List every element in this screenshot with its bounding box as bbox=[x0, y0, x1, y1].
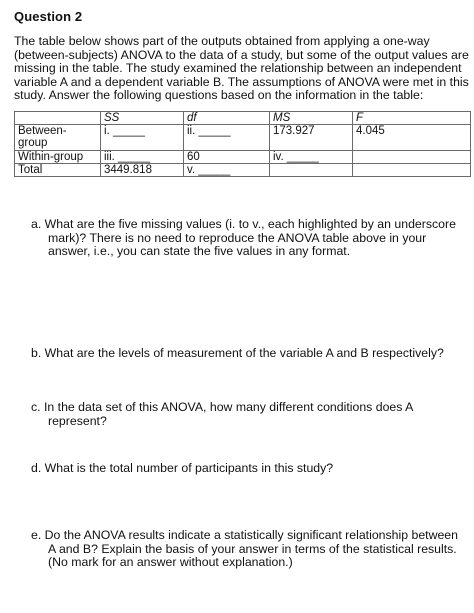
question-a bbox=[31, 218, 461, 259]
ms-cell: 173.927 bbox=[270, 125, 353, 151]
intro-line: The table below shows part of the outputs obtained from applying a one-way bbox=[14, 34, 430, 48]
df-cell: 60 bbox=[184, 151, 270, 164]
anova-header-row bbox=[15, 112, 471, 125]
header-df: df bbox=[184, 112, 270, 125]
question-heading: Question 2 bbox=[14, 9, 83, 24]
source-cell: Total bbox=[15, 164, 101, 177]
question-b bbox=[31, 347, 461, 361]
header-source bbox=[15, 112, 101, 125]
header-f: F bbox=[353, 112, 471, 125]
intro-line: variable A and a dependent variable B. The assumptions of ANOVA were met in this bbox=[14, 74, 469, 89]
table-row bbox=[15, 151, 471, 164]
question-line: b. What are the levels of measurement of the variable A and B respectively? bbox=[31, 346, 444, 360]
ms-cell: iv. _____ bbox=[270, 151, 353, 164]
f-cell bbox=[353, 164, 471, 177]
intro-line: missing in the table. The study examined the relationship between an independent bbox=[14, 61, 462, 75]
source-cell bbox=[15, 125, 101, 151]
f-cell bbox=[353, 151, 471, 164]
table-row bbox=[15, 164, 471, 177]
question-line: a. What are the five missing values (i. to v., each highlighted by an underscore bbox=[31, 217, 456, 231]
question-line: A and B? Explain the basis of your answer in terms of the statistical results. bbox=[48, 541, 457, 556]
question-line: mark)? There is no need to reproduce the ANOVA table above in your bbox=[48, 230, 427, 245]
f-cell: 4.045 bbox=[353, 125, 471, 151]
question-line: d. What is the total number of participants in this study? bbox=[31, 461, 334, 475]
question-line: represent? bbox=[48, 413, 107, 428]
anova-table bbox=[14, 111, 471, 177]
question-e bbox=[31, 529, 461, 570]
source-label: Between- bbox=[18, 125, 67, 137]
question-d bbox=[31, 462, 461, 476]
intro-line: study. Answer the following questions based on the information in the table: bbox=[14, 88, 424, 102]
intro-line: (between-subjects) ANOVA to the data of a study, but some of the output values are bbox=[14, 47, 469, 62]
question-line: answer, i.e., you can state the five values in any format. bbox=[48, 244, 351, 258]
question-line: c. In the data set of this ANOVA, how many different conditions does A bbox=[31, 400, 414, 414]
ss-cell: iii. _____ bbox=[101, 151, 184, 164]
question-c bbox=[31, 401, 461, 428]
df-cell: ii. _____ bbox=[184, 125, 270, 151]
ss-cell: 3449.818 bbox=[101, 164, 184, 177]
intro-paragraph bbox=[14, 34, 469, 103]
source-cell: Within-group bbox=[15, 151, 101, 164]
header-ss: SS bbox=[101, 112, 184, 125]
ss-cell: i. _____ bbox=[101, 125, 184, 151]
df-cell: v. _____ bbox=[184, 164, 270, 177]
ms-cell bbox=[270, 164, 353, 177]
table-row bbox=[15, 125, 471, 151]
question-line: (No mark for an answer without explanation.) bbox=[48, 555, 293, 569]
source-label-cont: group bbox=[18, 137, 48, 149]
header-ms: MS bbox=[270, 112, 353, 125]
question-line: e. Do the ANOVA results indicate a statistically significant relationship between bbox=[31, 528, 458, 542]
